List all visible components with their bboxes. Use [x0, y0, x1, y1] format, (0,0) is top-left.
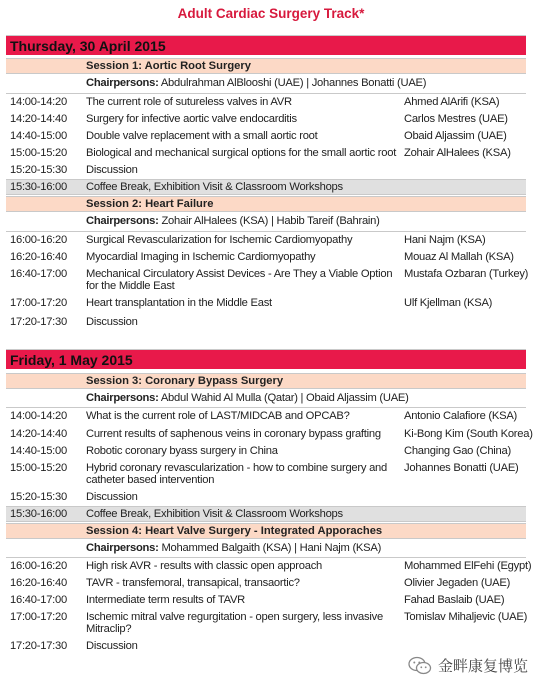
talk-time: 17:00-17:20 [10, 297, 67, 309]
talk-time: 16:00-16:20 [10, 560, 67, 572]
talk-time: 14:00-14:20 [10, 96, 67, 108]
talk-title: Hybrid coronary revascularization - how to combine surgery and catheter based intervention [86, 462, 388, 486]
talk-speaker: Hani Najm (KSA) [404, 234, 486, 246]
session-title: Session 4: Heart Valve Surgery - Integrated Apporaches [86, 525, 383, 537]
talk-speaker: Antonio Calafiore (KSA) [404, 410, 518, 422]
talk-title: High risk AVR - results with classic open approach [86, 560, 323, 572]
talk-time: 15:00-15:20 [10, 147, 67, 159]
chair-names: Abdul Wahid Al Mulla (Qatar) | Obaid Aljassim (UAE) [160, 392, 409, 404]
session-header [6, 523, 526, 539]
break-title: Coffee Break, Exhibition Visit & Classroom Workshops [86, 508, 343, 520]
talk-speaker: Tomislav Mihaljevic (UAE) [404, 611, 528, 623]
talk-speaker: Zohair AlHalees (KSA) [404, 147, 511, 159]
break-row [6, 506, 526, 522]
talk-speaker: Olivier Jegaden (UAE) [404, 577, 511, 589]
talk-time: 17:00-17:20 [10, 611, 67, 623]
talk-title: Ischemic mitral valve regurgitation - open surgery, less invasive Mitraclip? [86, 611, 383, 635]
talk-time: 17:20-17:30 [10, 640, 67, 652]
talk-title: Surgery for infective aortic valve endocarditis [86, 113, 297, 125]
talk-speaker: Mohammed ElFehi (Egypt) [404, 560, 532, 572]
wechat-icon [408, 656, 432, 676]
talk-speaker: Ki-Bong Kim (South Korea) [404, 428, 533, 440]
talk-speaker: Mustafa Ozbaran (Turkey) [404, 268, 529, 280]
talk-time: 16:20-16:40 [10, 577, 67, 589]
talk-speaker: Ulf Kjellman (KSA) [404, 297, 493, 309]
watermark [408, 655, 528, 676]
chair-label: Chairpersons: [86, 215, 159, 227]
talk-title: Surgical Revascularization for Ischemic Cardiomyopathy [86, 234, 353, 246]
talk-time: 16:40-17:00 [10, 594, 67, 606]
talk-time: 14:40-15:00 [10, 445, 67, 457]
talk-title: Double valve replacement with a small aortic root [86, 130, 318, 142]
break-row [6, 179, 526, 195]
session-title: Session 3: Coronary Bypass Surgery [86, 375, 284, 387]
session-title: Session 1: Aortic Root Surgery [86, 60, 251, 72]
talk-title: Mechanical Circulatory Assist Devices - Are They a Viable Option for the Middle East [86, 268, 393, 292]
talk-speaker: Carlos Mestres (UAE) [404, 113, 508, 125]
session-header [6, 196, 526, 212]
session-title: Session 2: Heart Failure [86, 198, 214, 210]
chair-label: Chairpersons: [86, 392, 159, 404]
talk-speaker: Mouaz Al Mallah (KSA) [404, 251, 514, 263]
chair-names: Zohair AlHalees (KSA) | Habib Tareif (Bahrain) [161, 215, 380, 227]
talk-title: Intermediate term results of TAVR [86, 594, 245, 606]
chair-label: Chairpersons: [86, 77, 159, 89]
talk-title: Current results of saphenous veins in coronary bypass grafting [86, 428, 381, 440]
talk-speaker: Ahmed AlArifi (KSA) [404, 96, 500, 108]
talk-title: Discussion [86, 164, 138, 176]
talk-speaker: Johannes Bonatti (UAE) [404, 462, 519, 474]
chair-label: Chairpersons: [86, 542, 159, 554]
talk-title: Discussion [86, 491, 138, 503]
break-time: 15:30-16:00 [10, 508, 67, 520]
chair-names: Abdulrahman AlBlooshi (UAE) | Johannes Bonatti (UAE) [160, 77, 427, 89]
chair-names: Mohammed Balgaith (KSA) | Hani Najm (KSA) [161, 542, 382, 554]
talk-title: Heart transplantation in the Middle East [86, 297, 272, 309]
track-title: Adult Cardiac Surgery Track* [177, 6, 365, 21]
talk-time: 14:20-14:40 [10, 113, 67, 125]
talk-time: 14:00-14:20 [10, 410, 67, 422]
watermark-text: 金畔康复博览 [437, 658, 528, 675]
talk-speaker: Fahad Baslaib (UAE) [404, 594, 505, 606]
talk-title: The current role of sutureless valves in AVR [86, 96, 292, 108]
day-header-friday: Friday, 1 May 2015 [6, 349, 526, 369]
day-header-thursday: Thursday, 30 April 2015 [6, 35, 526, 55]
talk-title: What is the current role of LAST/MIDCAB and OPCAB? [86, 410, 350, 422]
talk-time: 16:00-16:20 [10, 234, 67, 246]
talk-time: 16:20-16:40 [10, 251, 67, 263]
talk-title: Biological and mechanical surgical options for the small aortic root [86, 147, 397, 159]
talk-time: 14:40-15:00 [10, 130, 67, 142]
talk-time: 16:40-17:00 [10, 268, 67, 280]
talk-time: 15:20-15:30 [10, 491, 67, 503]
talk-speaker: Obaid Aljassim (UAE) [404, 130, 507, 142]
talk-title: Discussion [86, 316, 138, 328]
break-time: 15:30-16:00 [10, 181, 67, 193]
talk-time: 15:20-15:30 [10, 164, 67, 176]
talk-title: Myocardial Imaging in Ischemic Cardiomyopathy [86, 251, 316, 263]
talk-time: 17:20-17:30 [10, 316, 67, 328]
session-header [6, 373, 526, 389]
break-title: Coffee Break, Exhibition Visit & Classroom Workshops [86, 181, 343, 193]
talk-title: Robotic coronary byass surgery in China [86, 445, 278, 457]
talk-time: 15:00-15:20 [10, 462, 67, 474]
talk-speaker: Changing Gao (China) [404, 445, 511, 457]
session-header [6, 58, 526, 74]
talk-title: TAVR - transfemoral, transapical, transaortic? [86, 577, 300, 589]
talk-title: Discussion [86, 640, 138, 652]
talk-time: 14:20-14:40 [10, 428, 67, 440]
